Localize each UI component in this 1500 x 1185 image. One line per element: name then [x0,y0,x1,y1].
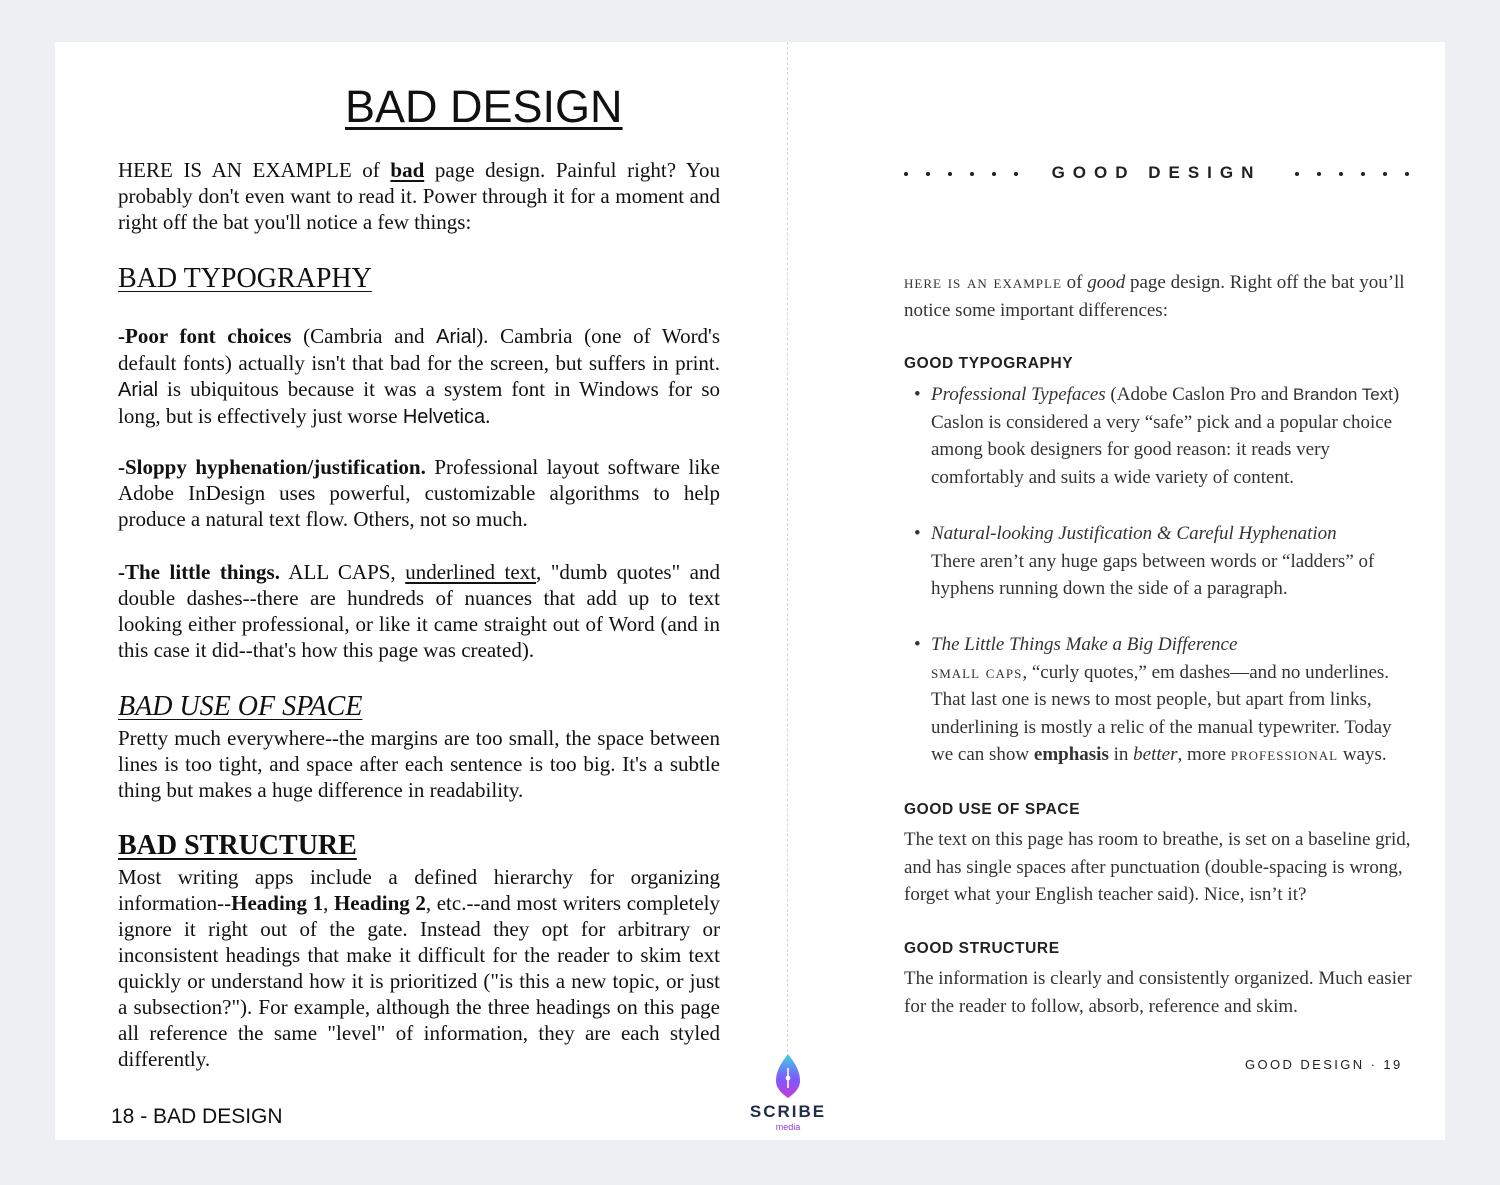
paragraph-hyphenation: -Sloppy hyphenation/justification. Professional layout software like Adobe InDesign uses powerful, customizable algorithms to help produce a natural text flow. Others, not so much. [118,455,720,531]
paragraph-space: Pretty much everywhere--the margins are too small, the space between lines is too tight, and space after each sentence is too big. It's a subtle thing but makes a huge difference in readability. [118,726,720,802]
paragraph-font-choices: -Poor font choices (Cambria and Arial). Cambria (one of Word's default fonts) actually isn't that bad for the screen, but suffers in print. Arial is ubiquitous because it was a system font in Windows for so long, but is effectively just worse Helvetica. [118,324,721,428]
header-dots-left [904,159,1027,187]
bullet-glyph: • [914,384,921,405]
quill-nib-icon [775,1054,801,1098]
paragraph-good-structure: The information is clearly and consistently organized. Much easier for the reader to follow, absorb, reference and skim. [904,968,1412,1017]
book-spread [55,42,1445,1140]
section-heading-typography: BAD TYPOGRAPHY [118,263,372,294]
intro-paragraph: HERE IS AN EXAMPLE of bad page design. Painful right? You probably don't even want to read it. Power through it for a moment and right off the bat you'll notice a few things: [118,158,720,234]
bullet-glyph: • [914,634,921,655]
right-page-number: GOOD DESIGN · 19 [1245,1057,1403,1072]
header-dots-right [1286,159,1409,187]
header-title: GOOD DESIGN [1051,163,1262,182]
intro-paragraph-good: here is an example of good page design. Right off the bat you’ll notice some important differences: [904,272,1405,321]
section-heading-space: BAD USE OF SPACE [118,691,363,722]
bullet-little-things: • The Little Things Make a Big Difference small caps, “curly quotes,” em dashes—and no underlines. That last one is news to most people, but apart from links, underlining is mostly a relic of the manual typewriter. Today we can show emphasis in better, more professional ways. [914,631,1414,769]
page-title: BAD DESIGN [345,81,623,132]
section-heading-good-space: GOOD USE OF SPACE [904,801,1081,818]
scribe-media-logo [743,1054,833,1132]
section-heading-good-typography: GOOD TYPOGRAPHY [904,355,1074,372]
paragraph-structure: Most writing apps include a defined hierarchy for organizing information--Heading 1, Heading 2, etc.--and most writers completely ignore it right out of the gate. Instead they opt for arbitrary or inconsistent headings that make it difficult for the reader to skim text quickly or understand how it is prioritized ("is this a new topic, or just a subsection?"). For example, although the three headings on this page all reference the same "level" of information, they are each styled differently. [118,865,720,1071]
page-gutter [787,42,788,1057]
section-heading-good-structure: GOOD STRUCTURE [904,940,1060,957]
bad-word: bad [390,158,425,182]
logo-subtitle: media [775,1122,801,1132]
bullet-justification: • Natural-looking Justification & Careful Hyphenation There aren’t any huge gaps between words or “ladders” of hyphens running down the side of a paragraph. [914,520,1414,603]
left-page-number: 18 - BAD DESIGN [111,1105,283,1128]
section-heading-structure: BAD STRUCTURE [118,830,357,861]
bullet-typefaces: • Professional Typefaces (Adobe Caslon Pro and Brandon Text) Caslon is considered a very “safe” pick and a popular choice among book designers for good reason: it reads very comfortably and suits a wide variety of content. [914,381,1414,491]
running-header [904,159,1409,187]
paragraph-little-things: -The little things. ALL CAPS, underlined text, "dumb quotes" and double dashes--there are hundreds of nuances that add up to text looking either professional, or like it came straight out of Word (and in this case it did--that's how this page was created). [118,560,720,662]
bullet-glyph: • [914,523,921,544]
logo-name: SCRIBE [749,1102,827,1121]
paragraph-good-space: The text on this page has room to breathe, is set on a baseline grid, and has single spaces after punctuation (double-spacing is wrong, forget what your English teacher said). Nice, isn’t it? [904,829,1411,905]
